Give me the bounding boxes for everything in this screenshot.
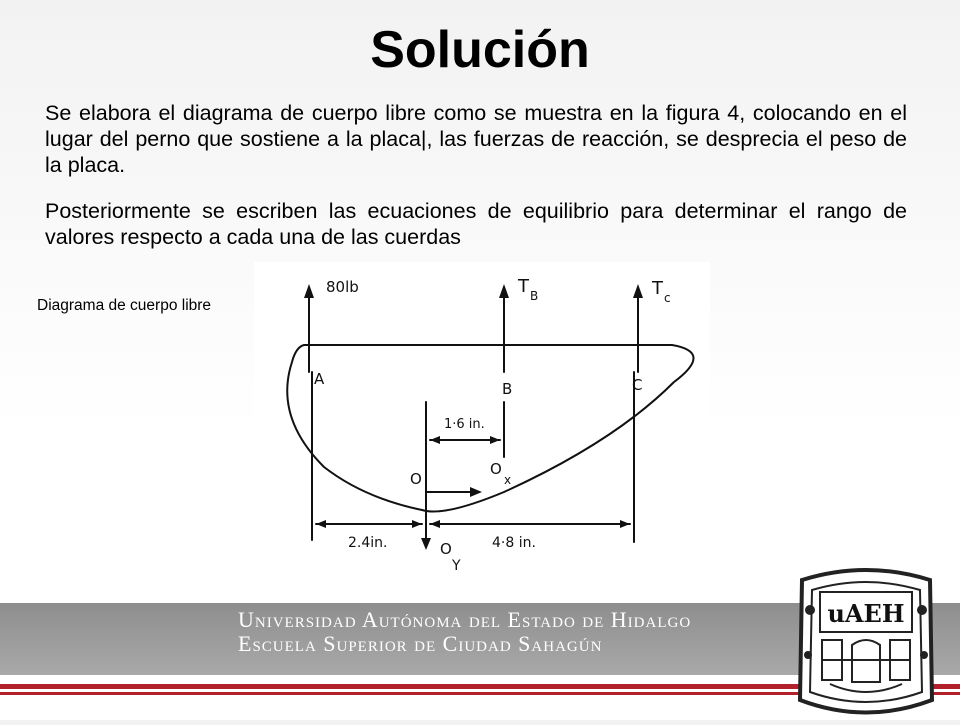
point-b-label: B — [502, 380, 513, 398]
slide-title: Solución — [370, 21, 590, 79]
plate-outline — [287, 345, 693, 512]
dim-arrow-oc-l — [430, 520, 440, 528]
dim-arrow-ao-r — [412, 520, 422, 528]
svg-text:uAEH: uAEH — [827, 599, 905, 628]
force-b-sub: B — [530, 289, 539, 303]
dim-ob-label: 1·6 in. — [444, 417, 485, 432]
dim-arrow-oc-r — [620, 520, 630, 528]
force-c-sub: c — [664, 291, 671, 305]
paragraph-1: Se elabora el diagrama de cuerpo libre como se muestra en la figura 4, colocando en el lugar del perno que sostiene a la placa|, las fuerzas de reacción, se desprecia el peso de la placa. — [45, 101, 907, 177]
point-c-label: C — [632, 376, 643, 394]
force-a-label: 80lb — [326, 278, 359, 296]
arrowhead-a — [304, 284, 314, 298]
paragraph-2: Posteriormente se escriben las ecuaciones de equilibrio para determinar el rango de valores respecto a cada una de las cuerdas — [45, 199, 907, 249]
dim-arrow-ob-l — [430, 436, 440, 444]
free-body-diagram — [254, 262, 710, 592]
reaction-y-sub: Y — [452, 558, 461, 574]
reaction-x-head — [470, 487, 482, 497]
arrowhead-b — [499, 284, 509, 298]
university-name: Universidad Autónoma del Estado de Hidalgo — [238, 607, 692, 632]
school-name: Escuela Superior de Ciudad Sahagún — [238, 631, 603, 656]
reaction-x-sub: x — [504, 473, 512, 487]
diagram-caption: Diagrama de cuerpo libre — [37, 297, 212, 314]
reaction-y-label: O — [440, 540, 452, 558]
dim-oc-label: 4·8 in. — [492, 535, 536, 551]
dim-ao-label: 2.4in. — [348, 535, 388, 551]
force-c-label: T — [652, 278, 663, 299]
dim-arrow-ao-l — [316, 520, 326, 528]
reaction-x-label: O — [490, 460, 502, 478]
dim-arrow-ob-r — [490, 436, 500, 444]
point-a-label: A — [314, 370, 325, 388]
uaeh-logo — [782, 560, 950, 720]
force-b-label: T — [518, 276, 529, 297]
reaction-y-head — [421, 538, 431, 550]
point-o-label: O — [410, 470, 422, 488]
arrowhead-c — [633, 284, 643, 298]
